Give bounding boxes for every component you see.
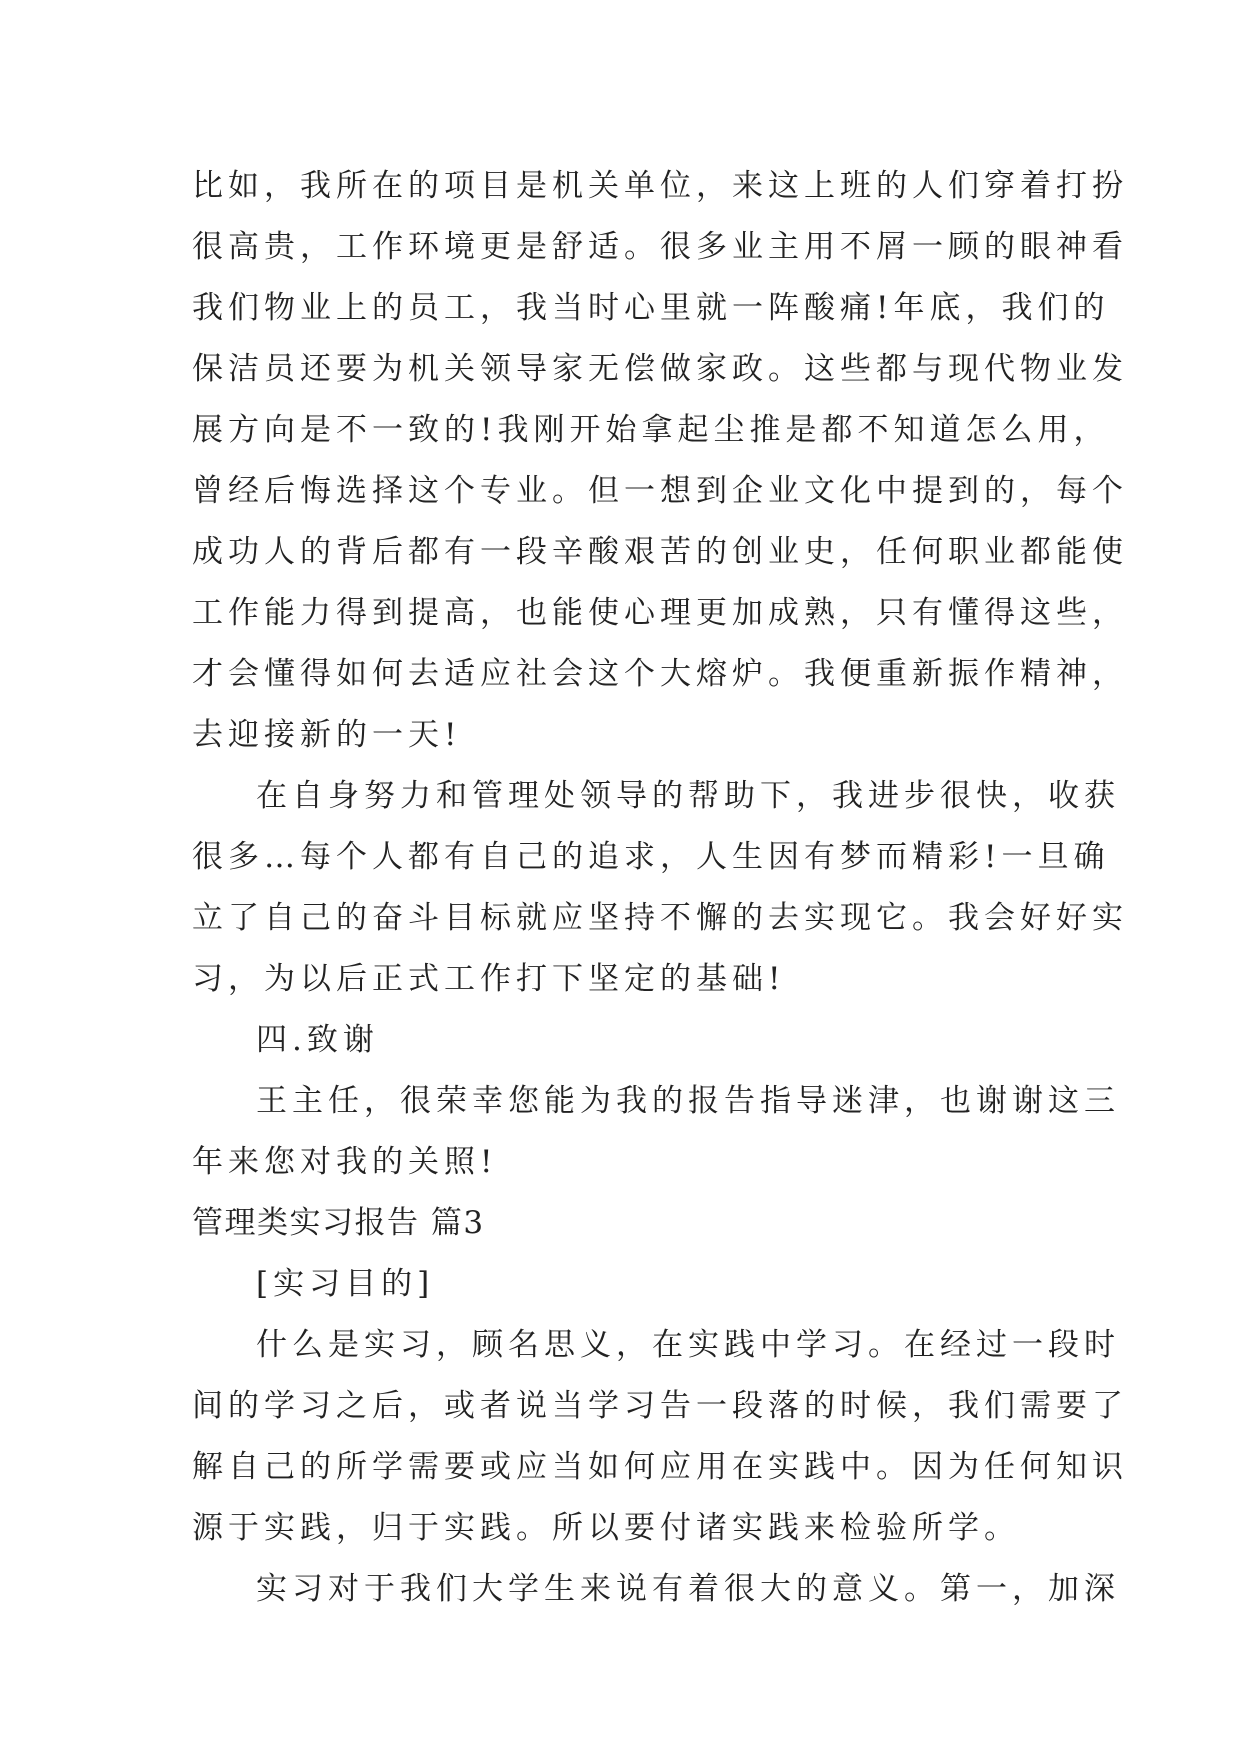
- paragraph-line: 在自身努力和管理处领导的帮助下，我进步很快，收获: [256, 778, 1120, 814]
- paragraph-line: 什么是实习，顾名思义，在实践中学习。在经过一段时: [256, 1327, 1120, 1363]
- paragraph-line: 王主任，很荣幸您能为我的报告指导迷津，也谢谢这三: [256, 1083, 1120, 1119]
- paragraph-line: 间的学习之后，或者说当学习告一段落的时候，我们需要了: [192, 1388, 1128, 1424]
- paragraph-line: 比如，我所在的项目是机关单位，来这上班的人们穿着打扮: [192, 168, 1128, 204]
- article-title: 管理类实习报告 篇3: [192, 1205, 485, 1241]
- section-heading: 四.致谢: [256, 1022, 379, 1058]
- paragraph-line: 工作能力得到提高，也能使心理更加成熟，只有懂得这些，: [192, 595, 1128, 631]
- paragraph-line: 曾经后悔选择这个专业。但一想到企业文化中提到的，每个: [192, 473, 1128, 509]
- paragraph-line: 很多…每个人都有自己的追求，人生因有梦而精彩!一旦确: [192, 839, 1110, 875]
- paragraph-line: 很高贵，工作环境更是舒适。很多业主用不屑一顾的眼神看: [192, 229, 1128, 265]
- paragraph-line: 我们物业上的员工，我当时心里就一阵酸痛!年底，我们的: [192, 290, 1110, 326]
- paragraph-line: 解自己的所学需要或应当如何应用在实践中。因为任何知识: [192, 1449, 1128, 1485]
- paragraph-line: 立了自己的奋斗目标就应坚持不懈的去实现它。我会好好实: [192, 900, 1128, 936]
- paragraph-line: 去迎接新的一天!: [192, 717, 462, 753]
- paragraph-line: 习，为以后正式工作打下坚定的基础!: [192, 961, 786, 997]
- paragraph-line: 实习对于我们大学生来说有着很大的意义。第一，加深: [256, 1571, 1120, 1607]
- paragraph-line: 展方向是不一致的!我刚开始拿起尘推是都不知道怎么用，: [192, 412, 1110, 448]
- section-heading: [实习目的]: [256, 1266, 435, 1302]
- paragraph-line: 保洁员还要为机关领导家无偿做家政。这些都与现代物业发: [192, 351, 1128, 387]
- paragraph-line: 源于实践，归于实践。所以要付诸实践来检验所学。: [192, 1510, 1020, 1546]
- paragraph-line: 才会懂得如何去适应社会这个大熔炉。我便重新振作精神，: [192, 656, 1128, 692]
- paragraph-line: 成功人的背后都有一段辛酸艰苦的创业史，任何职业都能使: [192, 534, 1128, 570]
- paragraph-line: 年来您对我的关照!: [192, 1144, 498, 1180]
